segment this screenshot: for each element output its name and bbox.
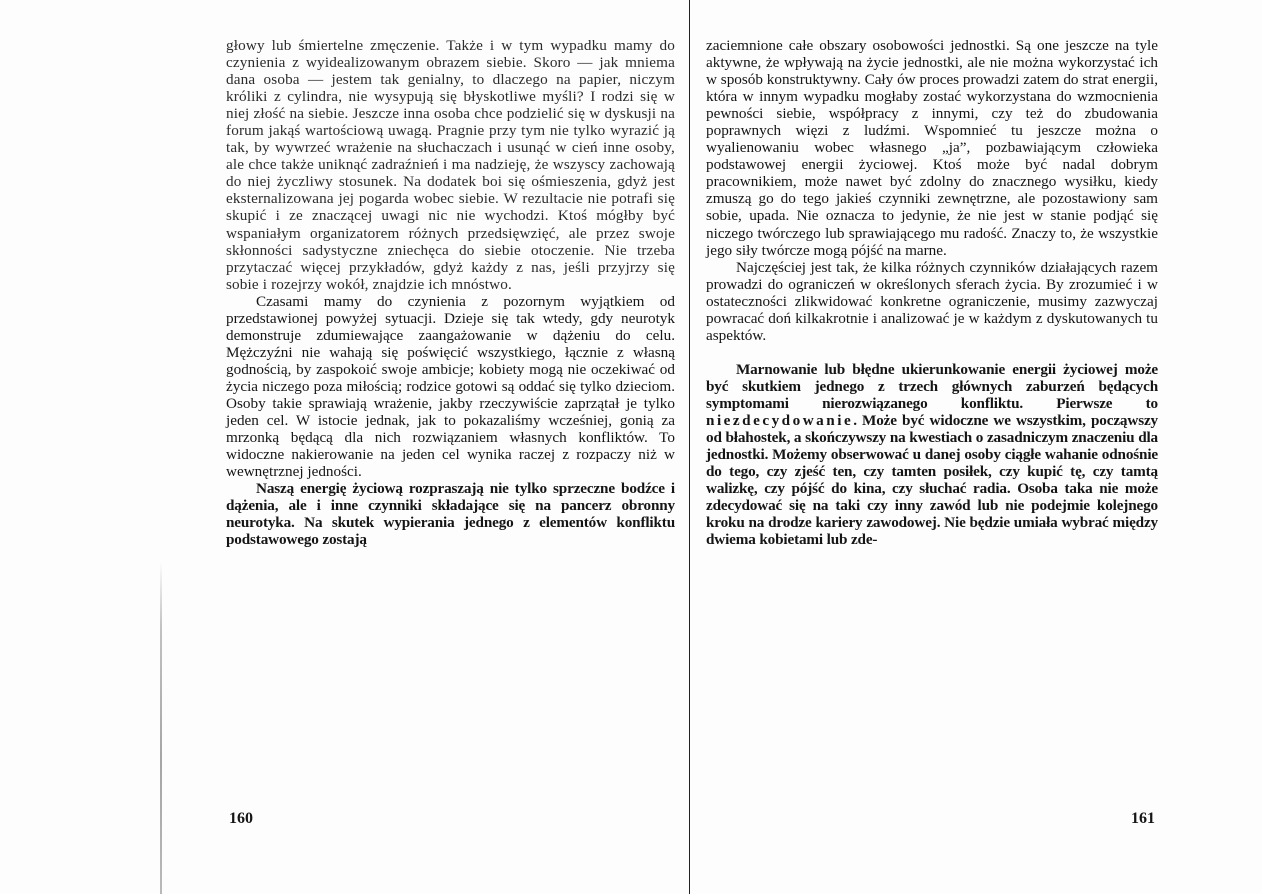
page-number-right: 161 <box>1131 810 1155 827</box>
left-page-text <box>226 37 675 548</box>
paragraph-rest: . Może być widoczne we wszystkim, począwszy od błahostek, a skończywszy na kwestiach o zasadniczym znaczeniu dla jednostki. Możemy obserwować u danej osoby ciągłe wahanie odnośnie do tego, czy zjeść ten, czy tamten posiłek, czy kupić tę, czy tamtą walizkę, czy pójść do kina, czy słuchać radia. Osoba taka nie może zdecydować się na taki czy inny zawód lub nie podejmie kolejnego kroku na drodze kariery zawodowej. Nie będzie umiała wybrać między dwiema kobietami lub zde- <box>706 411 1158 549</box>
book-spine <box>689 0 690 894</box>
paragraph-start: Marnowanie lub błędne ukierunkowanie energii życiowej może być skutkiem jednego z trzech głównych zaburzeń będących symptomami nierozwiązanego konfliktu. Pierwsze to <box>706 360 1158 412</box>
paragraph: zaciemnione całe obszary osobowości jednostki. Są one jeszcze na tyle aktywne, że wpływają na życie jednostki, ale nie można wykorzystać ich w sposób konstruktywny. Cały ów proces prowadzi zatem do strat energii, która w innym wypadku mogłaby zostać wykorzystana do wzmocnienia pewności siebie, współpracy z innymi, czy też do zbudowania poprawnych więzi z ludźmi. Wspomnieć tu jeszcze można o wyalienowaniu wobec własnego „ja”, pozbawiającym człowieka podstawowej energii życiowej. Ktoś może być nadal dobrym pracownikiem, może nawet być zdolny do znacznego wysiłku, kiedy zmuszą go do tego jakieś czynniki zewnętrzne, ale pozostawiony sam sobie, upada. Nie oznacza to jedynie, że nie jest w stanie podjąć się niczego twórczego lub sprawiającego mu radość. Znaczy to, że wszystkie jego siły twórcze mogą pójść na marne. <box>706 37 1158 259</box>
paragraph <box>706 361 1158 549</box>
section-gap <box>706 344 1158 361</box>
paragraph: Czasami mamy do czynienia z pozornym wyjątkiem od przedstawionej powyżej sytuacji. Dzieje się tak wtedy, gdy neurotyk demonstruje zdumiewające zaangażowanie w dążeniu do celu. Mężczyźni nie wahają się poświęcić wszystkiego, łącznie z własną godnością, by zaspokoić swoje ambicje; kobiety mogą nie oczekiwać od życia niczego poza miłością; rodzice gotowi są oddać się tylko dzieciom. Osoby takie sprawiają wrażenie, jakby rzeczywiście zaprzątał je tylko jeden cel. W istocie jednak, jak to pokazaliśmy wcześniej, gonią za mrzonką będącą dla nich rozwiązaniem własnych konfliktów. To widoczne nakierowanie na jeden cel wynika raczej z rozpaczy niż w wewnętrznej jedności. <box>226 292 675 481</box>
paragraph: Najczęściej jest tak, że kilka różnych czynników działających razem prowadzi do ograniczeń w określonych sferach życia. By zrozumieć i w ostateczności zlikwidować konkretne ograniczenie, musimy zazwyczaj powracać doń kilkakrotnie i analizować je w każdym z dyskutowanych tu aspektów. <box>706 258 1158 344</box>
right-page-text <box>706 37 1158 548</box>
page-number-left: 160 <box>229 810 253 827</box>
page-shadow <box>160 560 162 894</box>
paragraph: głowy lub śmiertelne zmęczenie. Także i w tym wypadku mamy do czynienia z wyidealizowanym obrazem siebie. Skoro — jak mniema dana osoba — jestem tak genialny, to dlaczego na papier, niczym króliki z cylindra, nie wysypują się błyskotliwe myśli? I rodzi się w niej złość na siebie. Jeszcze inna osoba chce podzielić się w dyskusji na forum jakąś wartościową uwagą. Pragnie przy tym nie tylko wyrazić ją tak, by wywrzeć wrażenie na słuchaczach i usunąć w cień inne osoby, ale chce także uniknąć zadraźnień i ma nadzieję, że wszyscy zachowają do niej życzliwy stosunek. Na dodatek boi się ośmieszenia, gdyż jest eksternalizowana jej pogarda wobec siebie. W rezultacie nie potrafi się skupić i ze znaczącej uwagi nic nie wychodzi. Ktoś mógłby być wspaniałym organizatorem różnych przedsięwzięć, ale przez swoje skłonności sadystyczne zniechęca do siebie otoczenie. Nie trzeba przytaczać więcej przykładów, gdyż każdy z nas, jeśli przyjrzy się sobie i rozejrzy wokół, znajdzie ich mnóstwo. <box>226 37 675 293</box>
emphasis-term: niezdecydowanie <box>706 411 854 429</box>
paragraph: Naszą energię życiową rozpraszają nie tylko sprzeczne bodźce i dążenia, ale i inne czynniki składające się na pancerz obronny neurotyka. Na skutek wypierania jednego z elementów konfliktu podstawowego zostają <box>226 480 675 549</box>
